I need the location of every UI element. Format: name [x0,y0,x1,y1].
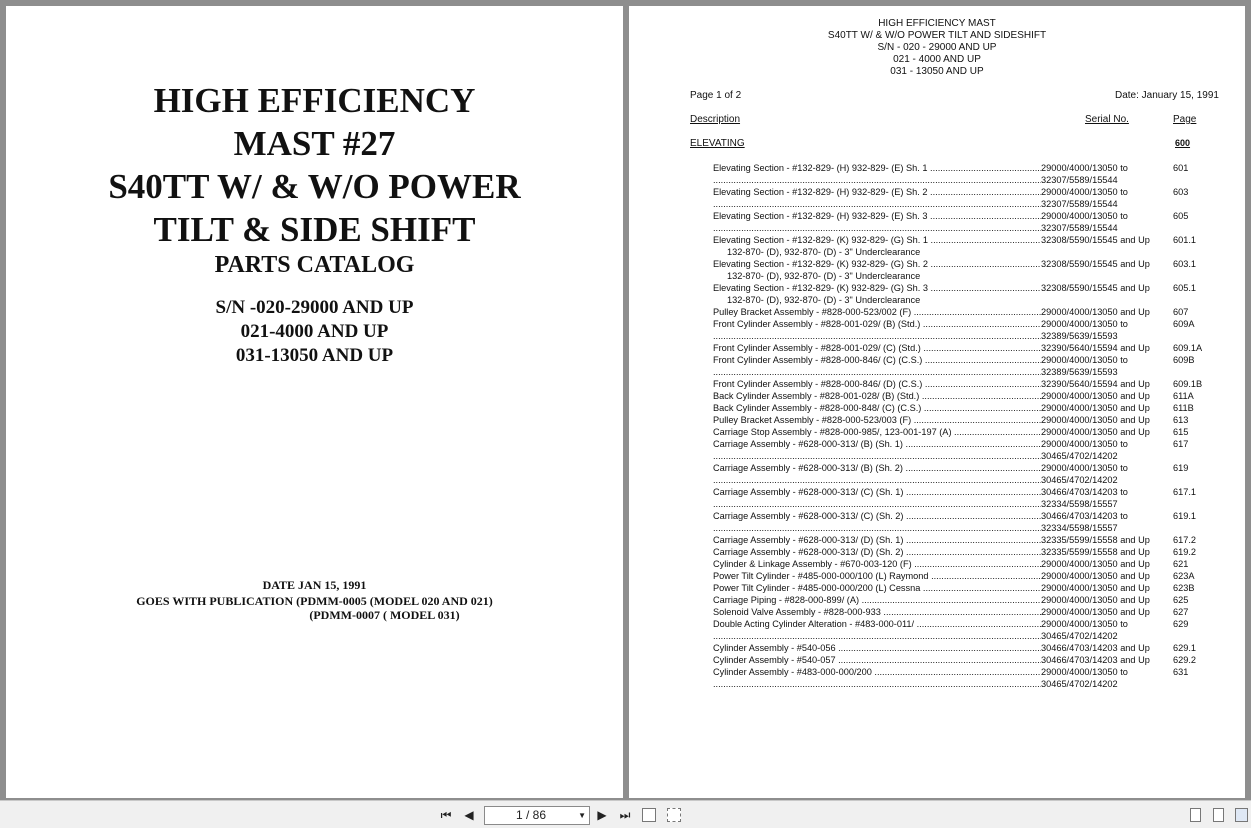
column-header-description: Description [690,114,741,125]
index-row-page: 621 [1173,559,1189,569]
index-row [713,342,1233,354]
index-row-page: 611A [1173,391,1194,401]
index-row-page: 629.2 [1173,655,1196,665]
index-row-page: 603 [1173,187,1189,197]
index-row [713,246,1233,258]
cover-page [6,6,623,798]
index-row-serial: 29000/4000/13050 and Up [1041,595,1150,605]
index-row-page: 631 [1173,667,1189,677]
index-row-serial: 30465/4702/14202 [1041,631,1118,641]
index-row-serial: 30466/4703/14203 to [1041,487,1128,497]
index-row-page: 609A [1173,319,1195,329]
index-row-serial: 29000/4000/13050 to [1041,211,1128,221]
index-row-serial: 32307/5589/15544 [1041,223,1118,233]
index-row-description: Front Cylinder Assembly - #828-001-029/ (B) (Std.) ..... [713,318,1041,330]
index-row-description: Carriage Assembly - #628-000-313/ (D) (Sh. 2) ..... [713,546,1041,558]
index-row [713,258,1233,270]
index-row [713,666,1233,678]
index-row-description: Front Cylinder Assembly - #828-000-846/ (D) (C.S.) ..... [713,378,1041,390]
index-row [713,198,1233,210]
index-row-page: 629.1 [1173,643,1196,653]
index-row-description [713,522,1041,534]
cover-title-line: MAST #27 [233,124,396,163]
index-row-serial: 29000/4000/13050 to [1041,619,1128,629]
index-row [713,318,1233,330]
index-row-page: 605.1 [1173,283,1196,293]
index-row-description: Elevating Section - #132-829- (K) 932-829- (G) Sh. 2 ..... [713,258,1041,270]
index-row [713,210,1233,222]
page-of-label: Page 1 of 2 [690,90,742,101]
index-row [713,354,1233,366]
index-row-page: 629 [1173,619,1189,629]
index-row-description: Carriage Assembly - #628-000-313/ (C) (Sh. 2) ..... [713,510,1041,522]
index-date: Date: January 15, 1991 [1115,90,1219,101]
index-row [713,438,1233,450]
cover-subtitle: PARTS CATALOG [214,252,415,278]
index-row-page: 605 [1173,211,1189,221]
index-row-description: Power Tilt Cylinder - #485-000-000/100 (L) Raymond ..... [713,570,1041,582]
index-row-page: 607 [1173,307,1189,317]
index-row [713,306,1233,318]
index-row-serial: 32307/5589/15544 [1041,175,1118,185]
index-row-description [713,450,1041,462]
index-row-page: 609.1B [1173,379,1203,389]
index-row-page: 623B [1173,583,1195,593]
index-row-description: Pulley Bracket Assembly - #828-000-523/003 (F) ..... [713,414,1041,426]
index-row-serial: 29000/4000/13050 and Up [1041,571,1150,581]
index-row-description: Power Tilt Cylinder - #485-000-000/200 (L) Cessna ..... [713,582,1041,594]
prev-page-icon[interactable]: ◀ [464,808,474,822]
index-row [713,414,1233,426]
index-row-serial: 29000/4000/13050 to [1041,439,1128,449]
index-header [629,18,1245,78]
index-row-description: Elevating Section - #132-829- (H) 932-829- (E) Sh. 3 ..... [713,210,1041,222]
index-row-page: 613 [1173,415,1189,425]
section-title: ELEVATING [690,138,745,149]
index-row-serial: 29000/4000/13050 and Up [1041,403,1150,413]
index-row [713,186,1233,198]
index-row-page: 615 [1173,427,1189,437]
cover-date [6,578,623,593]
index-row-page: 603.1 [1173,259,1196,269]
cover-serial-line: 031-13050 AND UP [235,345,394,366]
index-row [713,534,1233,546]
index-row-description: Back Cylinder Assembly - #828-001-028/ (B) (Std.) ..... [713,390,1041,402]
index-row-description: Front Cylinder Assembly - #828-000-846/ (C) (C.S.) ..... [713,354,1041,366]
index-row-description [713,198,1041,210]
index-row-page: 609B [1173,355,1195,365]
index-page [629,6,1245,798]
index-row-serial: 29000/4000/13050 and Up [1041,391,1150,401]
page-select[interactable] [484,806,590,825]
index-row-serial: 29000/4000/13050 and Up [1041,583,1150,593]
index-row-serial: 32308/5590/15545 and Up [1041,235,1150,245]
index-row-serial: 29000/4000/13050 to [1041,355,1128,365]
index-row-description: Cylinder & Linkage Assembly - #670-003-120 (F) ..... [713,558,1041,570]
index-row-serial: 29000/4000/13050 to [1041,187,1128,197]
cover-date-text: DATE JAN 15, 1991 [262,578,367,592]
index-row [713,642,1233,654]
index-row-description: Solenoid Valve Assembly - #828-000-933 ..... [713,606,1041,618]
index-row-serial: 30465/4702/14202 [1041,451,1118,461]
index-row [713,162,1233,174]
index-row [713,174,1233,186]
index-row-serial: 29000/4000/13050 to [1041,463,1128,473]
index-row-serial: 32334/5598/15557 [1041,523,1118,533]
index-row-description [713,174,1041,186]
print-icon[interactable] [642,808,656,822]
index-row [713,570,1233,582]
index-row-description [713,498,1041,510]
index-row-serial: 32308/5590/15545 and Up [1041,283,1150,293]
index-row-serial: 29000/4000/13050 and Up [1041,427,1150,437]
index-row [713,498,1233,510]
index-row-description [713,330,1041,342]
index-row [713,582,1233,594]
index-row [713,606,1233,618]
index-row-serial: 29000/4000/13050 to [1041,667,1128,677]
index-row-subtext: 132-870- (D), 932-870- (D) - 3" Underclearance [727,295,921,305]
parts-index-list [713,162,1233,690]
index-row-page: 619.1 [1173,511,1196,521]
index-row-page: 609.1A [1173,343,1203,353]
cover-serial-line: S/N -020-29000 AND UP [215,297,414,318]
index-row [713,330,1233,342]
cover-title-line: HIGH EFFICIENCY [153,81,476,120]
index-row [713,546,1233,558]
index-row-page: 623A [1173,571,1195,581]
index-row-page: 625 [1173,595,1189,605]
index-row-page: 617 [1173,439,1189,449]
index-row-serial: 32390/5640/15594 and Up [1041,379,1150,389]
index-header-line: HIGH EFFICIENCY MAST [878,18,996,29]
index-row-description: Elevating Section - #132-829- (K) 932-829- (G) Sh. 1 ..... [713,234,1041,246]
index-header-line: S/N - 020 - 29000 AND UP [877,42,997,53]
index-row [713,654,1233,666]
index-row-description [713,366,1041,378]
chevron-down-icon: ▼ [578,811,586,820]
index-row-subtext: 132-870- (D), 932-870- (D) - 3" Underclearance [727,247,921,257]
index-row-page: 619 [1173,463,1189,473]
index-row [713,678,1233,690]
index-row-description: Cylinder Assembly - #540-057 ..... [713,654,1041,666]
index-row-serial: 30465/4702/14202 [1041,475,1118,485]
viewer-toolbar [0,800,1251,828]
index-row [713,630,1233,642]
index-row-description: Front Cylinder Assembly - #828-001-029/ (C) (Std.) ..... [713,342,1041,354]
index-row-serial: 32390/5640/15594 and Up [1041,343,1150,353]
cover-title-line: TILT & SIDE SHIFT [153,210,476,249]
cover-title-line: S40TT W/ & W/O POWER [108,167,521,206]
index-row-page: 619.2 [1173,547,1196,557]
continuous-icon[interactable] [1213,808,1224,822]
index-row-serial: 29000/4000/13050 and Up [1041,607,1150,617]
index-row [713,462,1233,474]
index-row-description [713,474,1041,486]
index-row-page: 601.1 [1173,235,1196,245]
single-page-icon[interactable] [1190,808,1201,822]
index-row-description: Carriage Stop Assembly - #828-000-985/, 123-001-197 (A) ..... [713,426,1041,438]
index-row-description: Elevating Section - #132-829- (H) 932-829- (E) Sh. 2 ..... [713,186,1041,198]
index-row [713,474,1233,486]
index-row [713,402,1233,414]
first-page-icon[interactable]: ⏮ [440,808,452,822]
last-page-icon[interactable]: ⏭ [619,808,631,822]
index-row [713,450,1233,462]
index-row-description: Carriage Assembly - #628-000-313/ (B) (Sh. 1) ..... [713,438,1041,450]
next-page-icon[interactable]: ▶ [597,808,607,822]
index-row [713,510,1233,522]
index-row [713,522,1233,534]
index-row-page: 617.1 [1173,487,1196,497]
index-row-serial: 32389/5639/15593 [1041,331,1118,341]
index-row-serial: 32308/5590/15545 and Up [1041,259,1150,269]
index-row-page: 611B [1173,403,1194,413]
index-row [713,366,1233,378]
index-row-serial: 29000/4000/13050 and Up [1041,415,1150,425]
index-row-serial: 29000/4000/13050 to [1041,319,1128,329]
index-row-description: Carriage Assembly - #628-000-313/ (B) (Sh. 2) ..... [713,462,1041,474]
section-page: 600 [1175,138,1191,148]
index-row-serial: 30465/4702/14202 [1041,679,1118,689]
index-row [713,222,1233,234]
index-row [713,234,1233,246]
index-row-serial: 30466/4703/14203 to [1041,511,1128,521]
cover-publication-2 [76,608,693,623]
column-header-page: Page [1173,114,1197,125]
index-row-page: 601 [1173,163,1189,173]
index-header-line: 031 - 13050 AND UP [890,66,984,77]
index-row-description [713,222,1041,234]
index-row-description: Carriage Assembly - #628-000-313/ (D) (Sh. 1) ..... [713,534,1041,546]
fit-icon[interactable] [667,808,681,822]
index-row-description: Carriage Assembly - #628-000-313/ (C) (Sh. 1) ..... [713,486,1041,498]
index-row-serial: 29000/4000/13050 and Up [1041,559,1150,569]
index-row [713,270,1233,282]
index-row [713,426,1233,438]
page-indicator: 1 / 86 [515,808,547,822]
cover-serial-line: 021-4000 AND UP [240,321,389,342]
index-row-serial: 32389/5639/15593 [1041,367,1118,377]
index-row-subtext: 132-870- (D), 932-870- (D) - 3" Underclearance [727,271,921,281]
index-row-serial: 30466/4703/14203 and Up [1041,655,1150,665]
index-row [713,558,1233,570]
index-row [713,390,1233,402]
cover-publication-line2: (PDMM-0007 ( MODEL 031) [309,608,460,622]
index-row-description [713,630,1041,642]
index-row [713,618,1233,630]
cover-publication-line1: GOES WITH PUBLICATION (PDMM-0005 (MODEL 020 AND 021) [136,594,493,608]
index-row-page: 617.2 [1173,535,1196,545]
index-row [713,486,1233,498]
cover-publication [6,594,623,609]
index-row-serial: 29000/4000/13050 and Up [1041,307,1150,317]
index-row-description: Elevating Section - #132-829- (K) 932-829- (G) Sh. 3 ..... [713,282,1041,294]
index-row-description [713,678,1041,690]
index-row [713,378,1233,390]
index-row-serial: 32335/5599/15558 and Up [1041,547,1150,557]
index-row-serial: 32334/5598/15557 [1041,499,1118,509]
index-row-description: Double Acting Cylinder Alteration - #483-000-011/ ..... [713,618,1041,630]
index-row-description: Back Cylinder Assembly - #828-000-848/ (C) (C.S.) ..... [713,402,1041,414]
index-row-page: 627 [1173,607,1189,617]
index-row-serial: 30466/4703/14203 and Up [1041,643,1150,653]
index-row-description: Carriage Piping - #828-000-899/ (A) ..... [713,594,1041,606]
index-row-description: Elevating Section - #132-829- (H) 932-829- (E) Sh. 1 ..... [713,162,1041,174]
column-header-serial: Serial No. [1085,114,1129,125]
index-header-line: 021 - 4000 AND UP [893,54,981,65]
index-row [713,594,1233,606]
index-row-serial: 32335/5599/15558 and Up [1041,535,1150,545]
two-page-icon[interactable] [1235,808,1248,822]
index-row-serial: 29000/4000/13050 to [1041,163,1128,173]
index-row-description: Pulley Bracket Assembly - #828-000-523/002 (F) ..... [713,306,1041,318]
index-row [713,282,1233,294]
index-header-line: S40TT W/ & W/O POWER TILT AND SIDESHIFT [827,30,1047,41]
index-row [713,294,1233,306]
index-row-description: Cylinder Assembly - #483-000-000/200 ..... [713,666,1041,678]
index-row-description: Cylinder Assembly - #540-056 ..... [713,642,1041,654]
index-row-serial: 32307/5589/15544 [1041,199,1118,209]
